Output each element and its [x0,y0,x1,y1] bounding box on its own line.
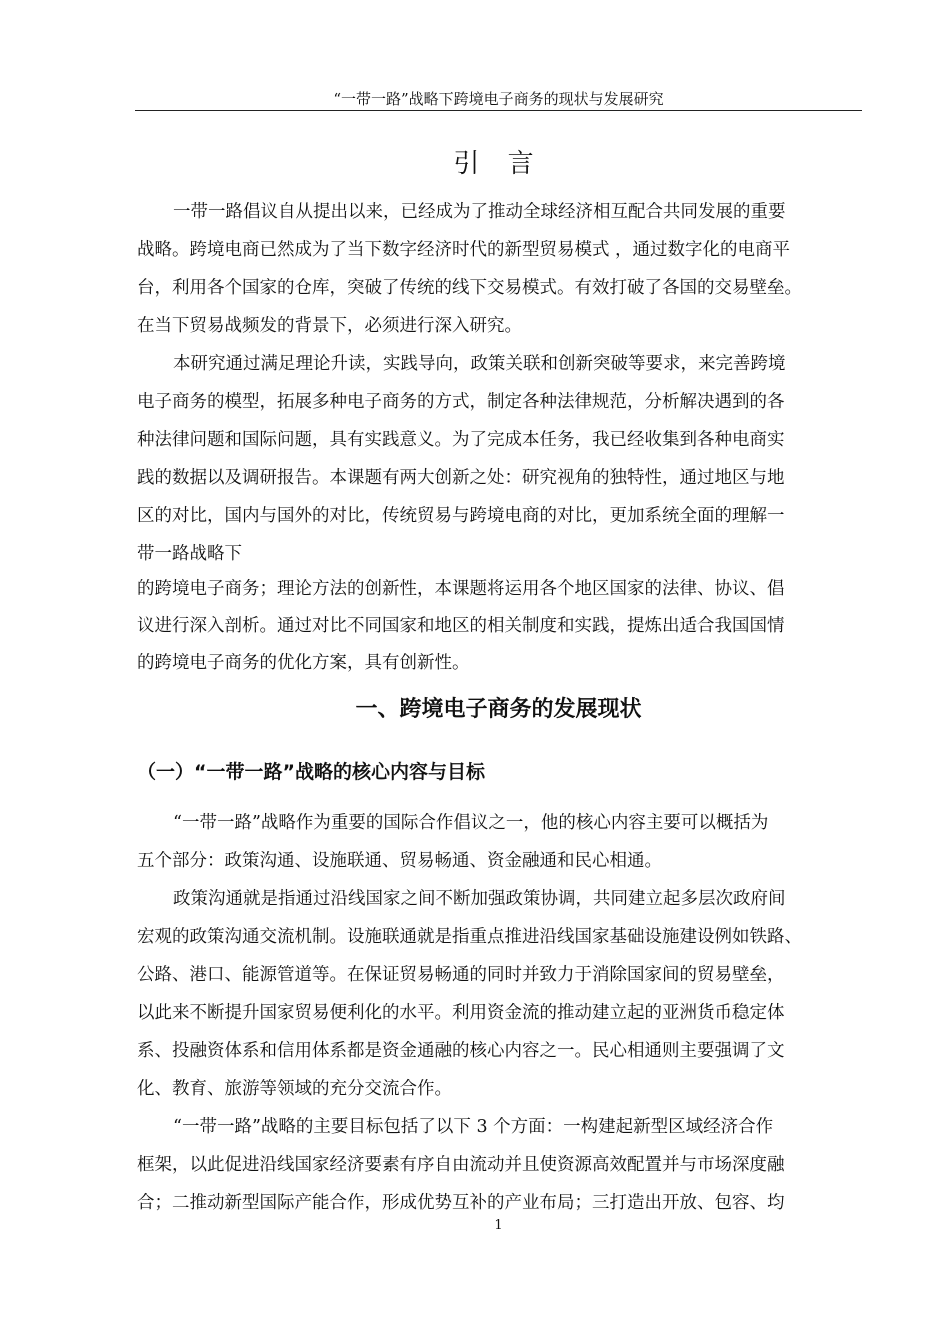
text-line: 践的数据以及调研报告。本课题有两大创新之处：研究视角的独特性，通过地区与地 [137,468,785,488]
text-line: 种法律问题和国际问题，具有实践意义。为了完成本任务，我已经收集到各种电商实 [137,430,785,450]
text-line: 战略。跨境电商已然成为了当下数字经济时代的新型贸易模式 ，通过数字化的电商平 [137,240,791,260]
text-line: 一带一路倡议自从提出以来，已经成为了推动全球经济相互配合共同发展的重要 [173,202,786,222]
running-header: “一带一路”战略下跨境电子商务的现状与发展研究 [333,90,664,108]
intro-title: 引 言 [453,149,544,179]
text-line: 区的对比，国内与国外的对比，传统贸易与跨境电商的对比，更加系统全面的理解一 [137,506,785,526]
text-line: 框架，以此促进沿线国家经济要素有序自由流动并且使资源高效配置并与市场深度融 [137,1155,785,1175]
text-line: 五个部分：政策沟通、设施联通、贸易畅通、资金融通和民心相通。 [137,851,662,871]
text-line: 合；二推动新型国际产能合作，形成优势互补的产业布局；三打造出开放、包容、均 [137,1193,785,1213]
text-line: 的跨境电子商务；理论方法的创新性，本课题将运用各个地区国家的法律、协议、倡 [137,579,785,599]
text-line: 宏观的政策沟通交流机制。设施联通就是指重点推进沿线国家基础设施建设例如铁路、 [137,927,802,947]
text-line: 带一路战略下 [137,544,242,564]
subsection-heading: （一）“一带一路”战略的核心内容与目标 [137,761,485,783]
text-line: 议进行深入剖析。通过对比不同国家和地区的相关制度和实践，提炼出适合我国国情 [137,616,785,636]
text-line: 化、教育、旅游等领域的充分交流合作。 [137,1079,452,1099]
text-line: 政策沟通就是指通过沿线国家之间不断加强政策协调，共同建立起多层次政府间 [173,889,786,909]
header-divider [135,110,862,111]
text-line: 系、投融资体系和信用体系都是资金通融的核心内容之一。民心相通则主要强调了文 [137,1041,785,1061]
text-line: “一带一路”战略作为重要的国际合作倡议之一，他的核心内容主要可以概括为 [173,813,769,833]
text-line: 台，利用各个国家的仓库，突破了传统的线下交易模式。有效打破了各国的交易壁垒。 [137,278,802,298]
text-line: “一带一路”战略的主要目标包括了以下 3 个方面：一构建起新型区域经济合作 [173,1117,774,1137]
page-number: 1 [494,1218,503,1233]
text-line: 以此来不断提升国家贸易便利化的水平。利用资金流的推动建立起的亚洲货币稳定体 [137,1003,785,1023]
text-line: 在当下贸易战频发的背景下，必须进行深入研究。 [137,316,522,336]
text-line: 电子商务的模型，拓展多种电子商务的方式，制定各种法律规范，分析解决遇到的各 [137,392,785,412]
section-heading: 一、跨境电子商务的发展现状 [355,697,642,722]
text-line: 公路、港口、能源管道等。在保证贸易畅通的同时并致力于消除国家间的贸易壁垒， [137,965,785,985]
text-line: 的跨境电子商务的优化方案，具有创新性。 [137,653,470,673]
text-line: 本研究通过满足理论升读，实践导向，政策关联和创新突破等要求，来完善跨境 [173,354,786,374]
